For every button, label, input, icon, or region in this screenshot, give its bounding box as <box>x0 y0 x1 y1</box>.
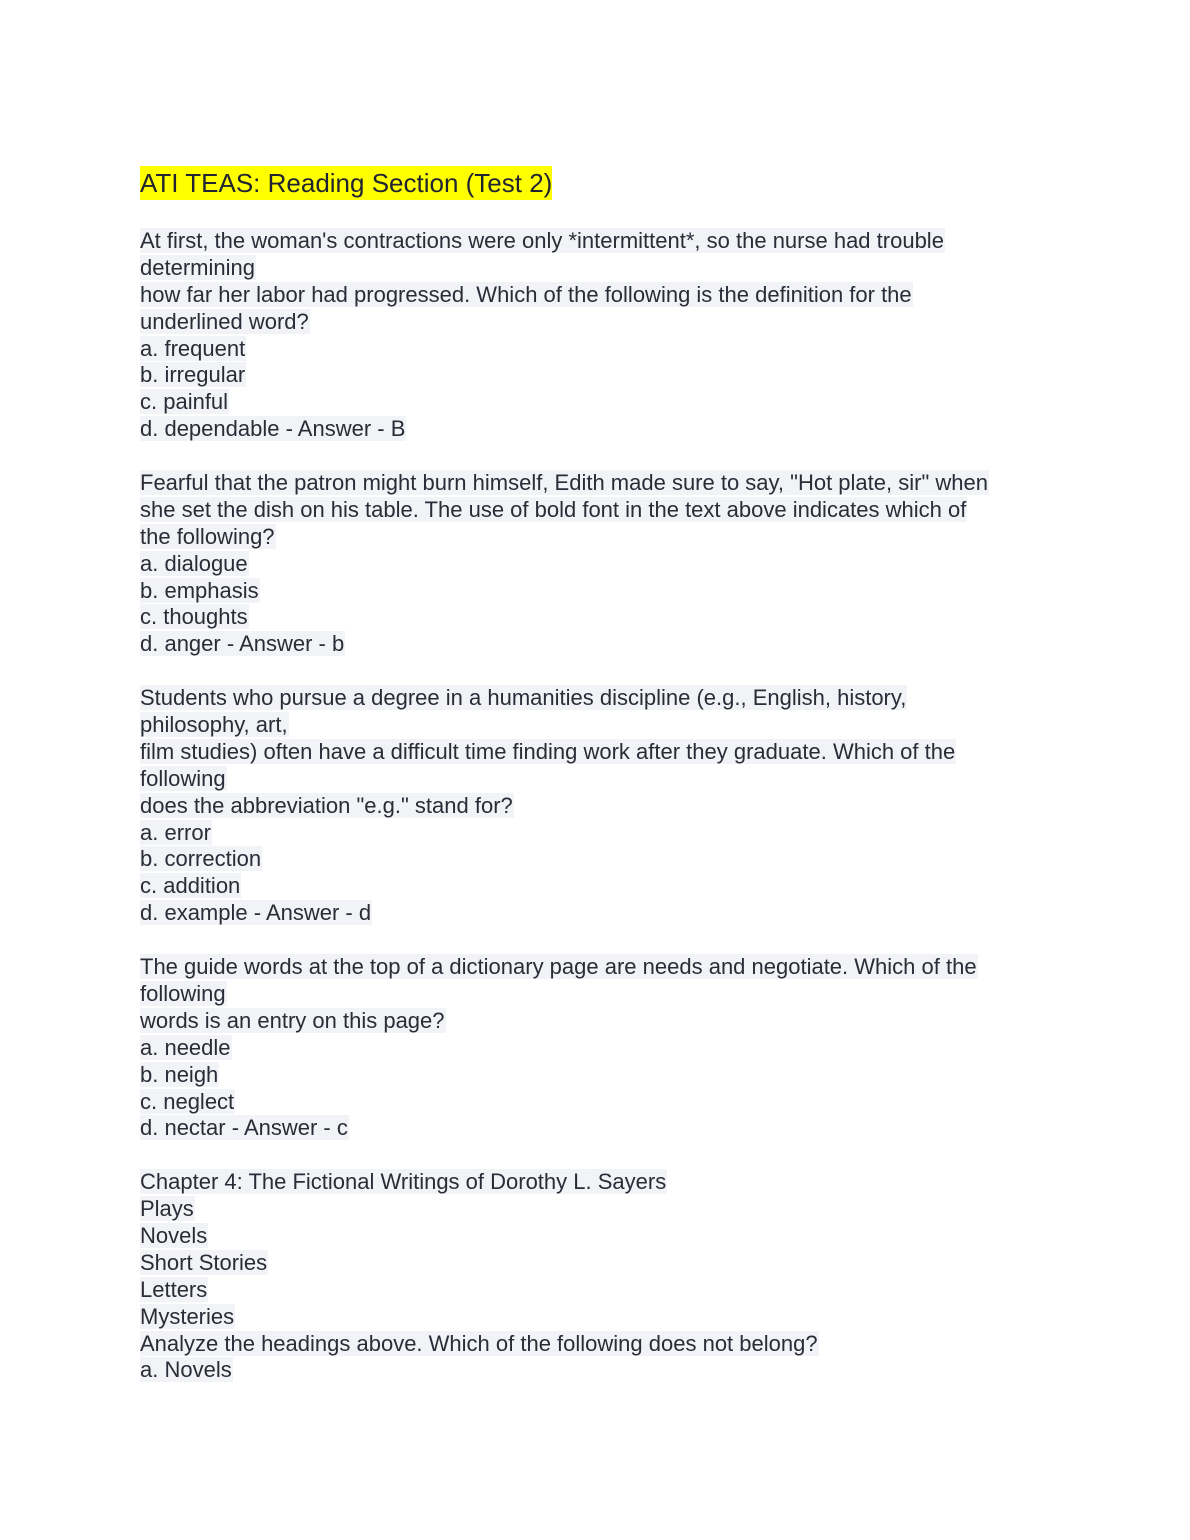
text-line: Fearful that the patron might burn himself, Edith made sure to say, "Hot plate, sir" when <box>140 470 988 496</box>
answer-option: b. irregular <box>140 362 246 388</box>
heading-item: Plays <box>140 1196 194 1222</box>
answer-option: d. anger - Answer - b <box>140 631 345 657</box>
text-line: how far her labor had progressed. Which of the following is the definition for the <box>140 281 912 307</box>
question-block <box>140 228 1050 443</box>
text-line: words is an entry on this page? <box>140 1007 445 1033</box>
answer-option: a. dialogue <box>140 550 248 576</box>
question-block <box>140 954 1050 1142</box>
text-line: she set the dish on his table. The use of bold font in the text above indicates which of <box>140 496 967 522</box>
answer-option: b. correction <box>140 846 262 872</box>
text-line: does the abbreviation "e.g." stand for? <box>140 792 513 818</box>
answer-option: a. error <box>140 819 211 845</box>
answer-option: a. Novels <box>140 1357 232 1383</box>
text-line: following <box>140 980 226 1006</box>
text-line: following <box>140 765 226 791</box>
text-line: Students who pursue a degree in a humanities discipline (e.g., English, history, <box>140 685 907 711</box>
answer-option: b. neigh <box>140 1061 219 1087</box>
text-line: underlined word? <box>140 308 309 334</box>
heading-item: Short Stories <box>140 1249 268 1275</box>
document-title: ATI TEAS: Reading Section (Test 2) <box>140 168 553 198</box>
heading-item: Mysteries <box>140 1303 235 1329</box>
answer-option: b. emphasis <box>140 577 259 603</box>
answer-option: c. neglect <box>140 1088 235 1114</box>
document-page <box>140 166 1050 1384</box>
text-line: Chapter 4: The Fictional Writings of Dorothy L. Sayers <box>140 1169 667 1195</box>
heading-item: Novels <box>140 1222 208 1248</box>
text-line: determining <box>140 254 255 280</box>
text-line: the following? <box>140 523 275 549</box>
text-line: At first, the woman's contractions were only *intermittent*, so the nurse had trouble <box>140 228 944 253</box>
answer-option: c. painful <box>140 389 229 415</box>
answer-option: c. addition <box>140 873 241 899</box>
heading-item: Letters <box>140 1276 208 1302</box>
answer-option: a. frequent <box>140 335 246 361</box>
question-block <box>140 1169 1050 1384</box>
text-line: Analyze the headings above. Which of the following does not belong? <box>140 1330 818 1356</box>
text-line: film studies) often have a difficult time finding work after they graduate. Which of the <box>140 738 956 764</box>
text-line: The guide words at the top of a dictionary page are needs and negotiate. Which of the <box>140 954 977 980</box>
answer-option: d. example - Answer - d <box>140 900 372 926</box>
question-block <box>140 470 1050 658</box>
answer-option: d. dependable - Answer - B <box>140 416 406 442</box>
question-block <box>140 685 1050 927</box>
answer-option: c. thoughts <box>140 604 248 630</box>
answer-option: d. nectar - Answer - c <box>140 1115 348 1141</box>
answer-option: a. needle <box>140 1034 231 1060</box>
text-line: philosophy, art, <box>140 712 288 738</box>
